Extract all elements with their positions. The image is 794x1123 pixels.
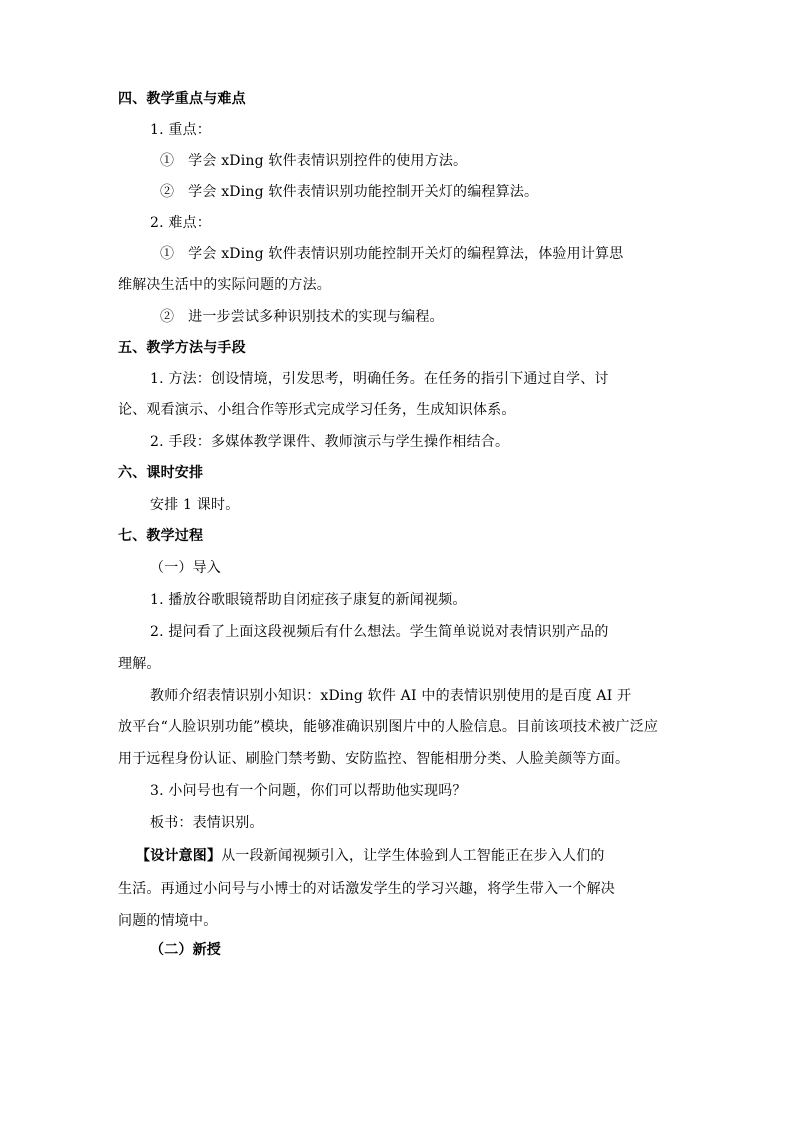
difficult-point-item-1-line-1: ① 学会 xDing 软件表情识别功能控制开关灯的编程算法，体验用计算思 [160, 246, 624, 262]
section-5-heading: 五、教学方法与手段 [118, 340, 246, 356]
key-point-item-2: ② 学会 xDing 软件表情识别功能控制开关灯的编程算法。 [160, 184, 539, 200]
teacher-intro-line-2: 放平台“人脸识别功能”模块，能够准确识别图片中的人脸信息。目前该项技术被广泛应 [118, 719, 659, 735]
subsection-new-lesson-heading: （二）新授 [150, 942, 221, 958]
schedule-text: 安排 1 课时。 [150, 497, 240, 513]
intro-step-1: 1. 播放谷歌眼镜帮助自闭症孩子康复的新闻视频。 [150, 592, 467, 608]
design-intent-text-1: 从一段新闻视频引入，让学生体验到人工智能正在步入人们的 [221, 848, 605, 864]
section-7-heading: 七、教学过程 [118, 528, 204, 544]
difficult-points-heading: 2. 难点： [150, 215, 212, 231]
teacher-intro-line-1: 教师介绍表情识别小知识：xDing 软件 AI 中的表情识别使用的是百度 AI 开 [150, 688, 632, 704]
method-line-1: 1. 方法：创设情境，引发思考，明确任务。在任务的指引下通过自学、讨 [150, 371, 609, 387]
board-writing: 板书：表情识别。 [150, 815, 264, 831]
design-intent-line-1 [136, 846, 605, 866]
difficult-point-item-1-line-2: 维解决生活中的实际问题的方法。 [118, 277, 331, 293]
subsection-intro-heading: （一）导入 [150, 560, 221, 576]
intro-step-3: 3. 小问号也有一个问题，你们可以帮助他实现吗？ [150, 783, 467, 799]
intro-step-2-line-2: 理解。 [118, 656, 161, 672]
design-intent-line-3: 问题的情境中。 [118, 913, 218, 929]
teacher-intro-line-3: 用于远程身份认证、刷脸门禁考勤、安防监控、智能相册分类、人脸美颜等方面。 [118, 751, 630, 767]
section-4-heading: 四、教学重点与难点 [118, 91, 246, 107]
key-points-heading: 1. 重点： [150, 122, 212, 138]
design-intent-line-2: 生活。再通过小问号与小博士的对话激发学生的学习兴趣，将学生带入一个解决 [118, 881, 615, 897]
method-line-2: 论、观看演示、小组合作等形式完成学习任务，生成知识体系。 [118, 402, 516, 418]
intro-step-2-line-1: 2. 提问看了上面这段视频后有什么想法。学生简单说说对表情识别产品的 [150, 624, 609, 640]
key-point-item-1: ① 学会 xDing 软件表情识别控件的使用方法。 [160, 153, 468, 169]
design-intent-label: 【设计意图】 [136, 848, 222, 864]
section-6-heading: 六、课时安排 [118, 465, 204, 481]
difficult-point-item-2: ② 进一步尝试多种识别技术的实现与编程。 [160, 309, 444, 325]
means-line: 2. 手段：多媒体教学课件、教师演示与学生操作相结合。 [150, 434, 510, 450]
